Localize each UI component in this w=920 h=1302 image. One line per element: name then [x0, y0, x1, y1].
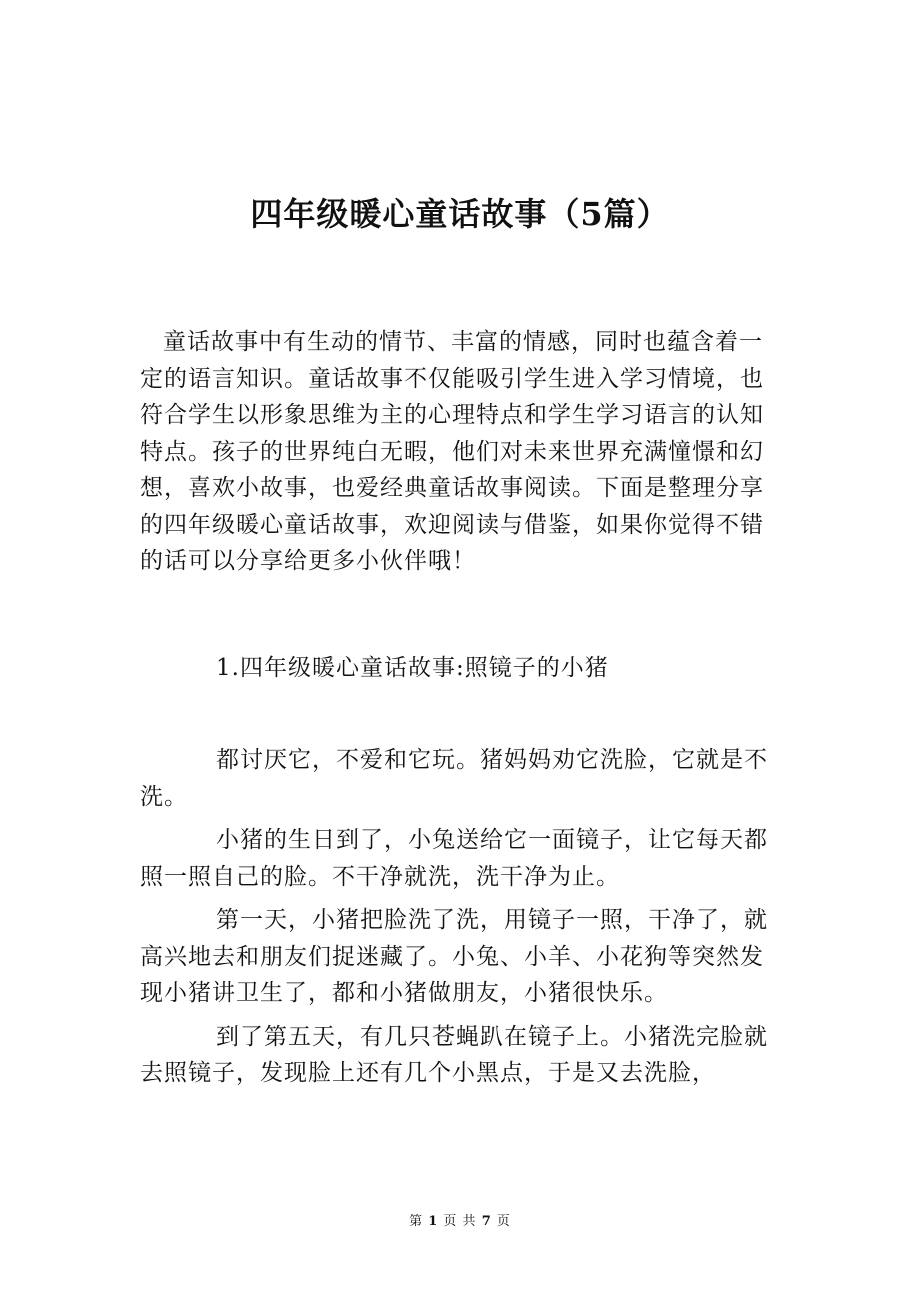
document-title: 四年级暖心童话故事（5篇） [250, 195, 670, 233]
footer-suffix: 页 [496, 1214, 511, 1229]
story-body [140, 742, 780, 1099]
footer-total-pages: 7 [481, 1214, 492, 1229]
footer-current-page: 1 [428, 1214, 439, 1229]
story-paragraph: 小猪的生日到了，小兔送给它一面镜子，让它每天都照一照自己的脸。不干净就洗，洗干净为止。 [140, 827, 768, 890]
story-paragraph: 到了第五天，有几只苍蝇趴在镜子上。小猪洗完脸就去照镜子，发现脸上还有几个小黑点，于是又去洗脸， [140, 1023, 768, 1086]
section-heading: 1.四年级暖心童话故事:照镜子的小猪 [216, 655, 609, 681]
story-paragraph: 第一天，小猪把脸洗了洗，用镜子一照，干净了，就高兴地去和朋友们捉迷藏了。小兔、小羊、小花狗等突然发现小猪讲卫生了，都和小猪做朋友，小猪很快乐。 [140, 907, 768, 1006]
page-footer [0, 1210, 920, 1229]
story-paragraph: 都讨厌它，不爱和它玩。猪妈妈劝它洗脸，它就是不洗。 [140, 747, 768, 810]
footer-prefix: 第 [409, 1214, 424, 1229]
intro-paragraph: 童话故事中有生动的情节、丰富的情感，同时也蕴含着一定的语言知识。童话故事不仅能吸引学生进入学习情境，也符合学生以形象思维为主的心理特点和学生学习语言的认知特点。孩子的世界纯白无暇，他们对未来世界充满憧憬和幻想，喜欢小故事，也爱经典童话故事阅读。下面是整理分享的四年级暖心童话故事，欢迎阅读与借鉴，如果你觉得不错的话可以分享给更多小伙伴哦！ [140, 329, 764, 574]
footer-middle: 页 共 [443, 1214, 477, 1229]
